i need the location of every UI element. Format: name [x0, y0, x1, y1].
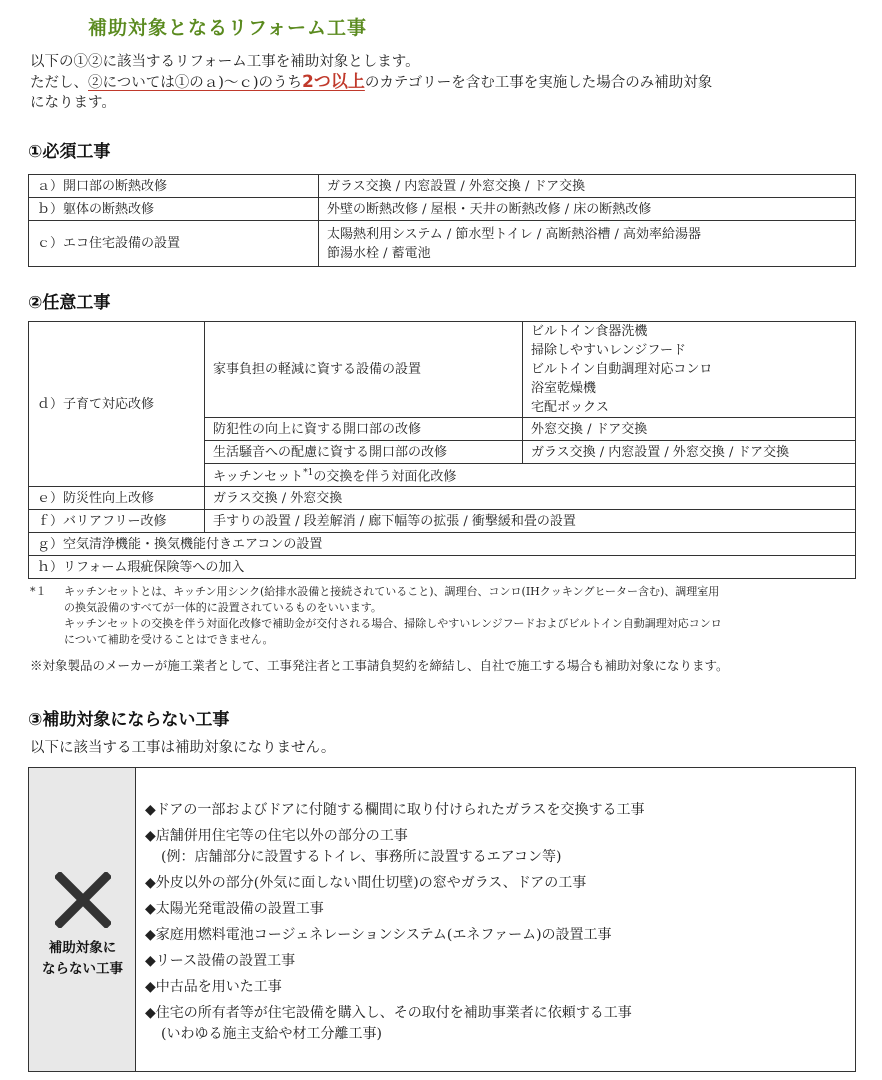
work-cell: ガラス交換 / 内窓設置 / 外窓交換 / ドア交換 [319, 175, 856, 198]
category-cell: ａ）開口部の断熱改修 [29, 175, 319, 198]
list-item [145, 1003, 845, 1045]
cross-icon [55, 872, 111, 928]
footnote-line: キッチンセットとは、キッチン用シンク(給排水設備と接続されていること)、調理台、コンロ(IHクッキングヒーター含む)、調理室用 [64, 585, 720, 598]
table-row [29, 510, 856, 533]
detail-line: ビルトイン食器洗機 [531, 324, 648, 339]
detail-cell: ガラス交換 / 内窓設置 / 外窓交換 / ドア交換 [523, 441, 856, 464]
table-row [29, 487, 856, 510]
table-row [29, 322, 856, 418]
footnotes [30, 584, 860, 648]
required-works-table [28, 174, 856, 267]
category-cell: ｈ）リフォーム瑕疵保険等への加入 [29, 556, 856, 579]
detail-cell: 外窓交換 / ドア交換 [523, 418, 856, 441]
list-item [145, 977, 845, 998]
kitchen-text-post: の交換を伴う対面化改修 [313, 469, 457, 485]
not-eligible-side-panel [29, 768, 136, 1071]
table-row [29, 556, 856, 579]
intro-line-2-post: のカテゴリーを含む工事を実施した場合のみ補助対象 [364, 75, 713, 91]
footnote-line: について補助を受けることはできません。 [64, 633, 274, 646]
work-line: 太陽熱利用システム / 節水型トイレ / 高断熱浴槽 / 高効率給湯器 [327, 226, 701, 242]
not-eligible-box [28, 767, 856, 1072]
item-subtext: (いわゆる施主支給や材工分離工事) [161, 1026, 382, 1042]
work-cell: ガラス交換 / 外窓交換 [205, 487, 856, 510]
footnote-line: キッチンセットの交換を伴う対面化改修で補助金が交付される場合、掃除しやすいレンジフードおよびビルトイン自動調理対応コンロ [64, 617, 722, 630]
item-subtext: (例：店舗部分に設置するトイレ、事務所に設置するエアコン等) [161, 849, 562, 865]
item-text: ◆住宅の所有者等が住宅設備を購入し、その取付を補助事業者に依頼する工事 [145, 1005, 632, 1021]
page-title: 補助対象となるリフォーム工事 [88, 17, 368, 39]
work-line: 節湯水栓 / 蓄電池 [327, 245, 431, 261]
intro-emphasis: 2つ以上 [302, 72, 365, 92]
table-row [29, 175, 856, 198]
list-item [145, 873, 845, 894]
category-cell: ｇ）空気清浄機能・換気機能付きエアコンの設置 [29, 533, 856, 556]
work-cell [319, 221, 856, 267]
label-line: ならない工事 [42, 961, 123, 977]
footnote-ref: *1 [303, 468, 314, 478]
section-3-heading: ③補助対象にならない工事 [28, 710, 230, 730]
not-eligible-label [29, 938, 136, 980]
intro-line-3: になります。 [30, 95, 116, 111]
item-text: ◆ドアの一部およびドアに付随する欄間に取り付けられたガラスを交換する工事 [145, 802, 645, 818]
section-2-heading: ②任意工事 [28, 293, 111, 313]
category-cell: ｂ）躯体の断熱改修 [29, 198, 319, 221]
item-text: ◆太陽光発電設備の設置工事 [145, 901, 324, 917]
detail-line: 掃除しやすいレンジフード [531, 343, 686, 358]
footnote-mark: *１ [30, 585, 47, 598]
label-line: 補助対象に [48, 940, 117, 956]
work-cell: 外壁の断熱改修 / 屋根・天井の断熱改修 / 床の断熱改修 [319, 198, 856, 221]
item-cell: 防犯性の向上に資する開口部の改修 [205, 418, 523, 441]
item-text: ◆リース設備の設置工事 [145, 953, 296, 969]
optional-works-table [28, 321, 856, 579]
detail-line: ビルトイン自動調理対応コンロ [531, 362, 713, 377]
category-cell: ｃ）エコ住宅設備の設置 [29, 221, 319, 267]
table-row [29, 198, 856, 221]
not-eligible-list [145, 800, 845, 1050]
category-cell: ｄ）子育て対応改修 [29, 322, 205, 487]
list-item [145, 899, 845, 920]
detail-line: 宅配ボックス [531, 400, 609, 415]
footnote-line: の換気設備のすべてが一体的に設置されているものをいいます。 [64, 601, 382, 614]
list-item [145, 951, 845, 972]
item-text: ◆外皮以外の部分(外気に面しない間仕切壁)の窓やガラス、ドアの工事 [145, 875, 587, 891]
intro-line-2 [30, 72, 860, 93]
work-cell: 手すりの設置 / 段差解消 / 廊下幅等の拡張 / 衝撃緩和畳の設置 [205, 510, 856, 533]
list-item [145, 826, 845, 868]
intro-line-2-pre: ただし、 [30, 75, 88, 91]
category-cell: ｅ）防災性向上改修 [29, 487, 205, 510]
item-cell: 生活騒音への配慮に資する開口部の改修 [205, 441, 523, 464]
table-row [29, 221, 856, 267]
kitchen-row-cell [205, 464, 856, 487]
detail-line: 浴室乾燥機 [531, 381, 597, 396]
kitchen-text: キッチンセット [213, 469, 304, 485]
item-text: ◆店舗併用住宅等の住宅以外の部分の工事 [145, 828, 408, 844]
intro-line-1: 以下の①②に該当するリフォーム工事を補助対象とします。 [30, 54, 420, 70]
item-text: ◆家庭用燃料電池コージェネレーションシステム(エネファーム)の設置工事 [145, 927, 612, 943]
manufacturer-note: ※対象製品のメーカーが施工業者として、工事発注者と工事請負契約を締結し、自社で施工する場合も補助対象になります。 [30, 658, 729, 673]
item-cell: 家事負担の軽減に資する設備の設置 [205, 322, 523, 418]
table-row [29, 533, 856, 556]
list-item [145, 800, 845, 821]
detail-cell [523, 322, 856, 418]
item-text: ◆中古品を用いた工事 [145, 979, 282, 995]
list-item [145, 925, 845, 946]
section-3-subtitle: 以下に該当する工事は補助対象になりません。 [30, 740, 336, 756]
intro-text [30, 52, 860, 113]
category-cell: ｆ）バリアフリー改修 [29, 510, 205, 533]
section-1-heading: ①必須工事 [28, 142, 111, 162]
intro-underlined: ②については①のａ)〜ｃ)のうち [88, 75, 303, 91]
